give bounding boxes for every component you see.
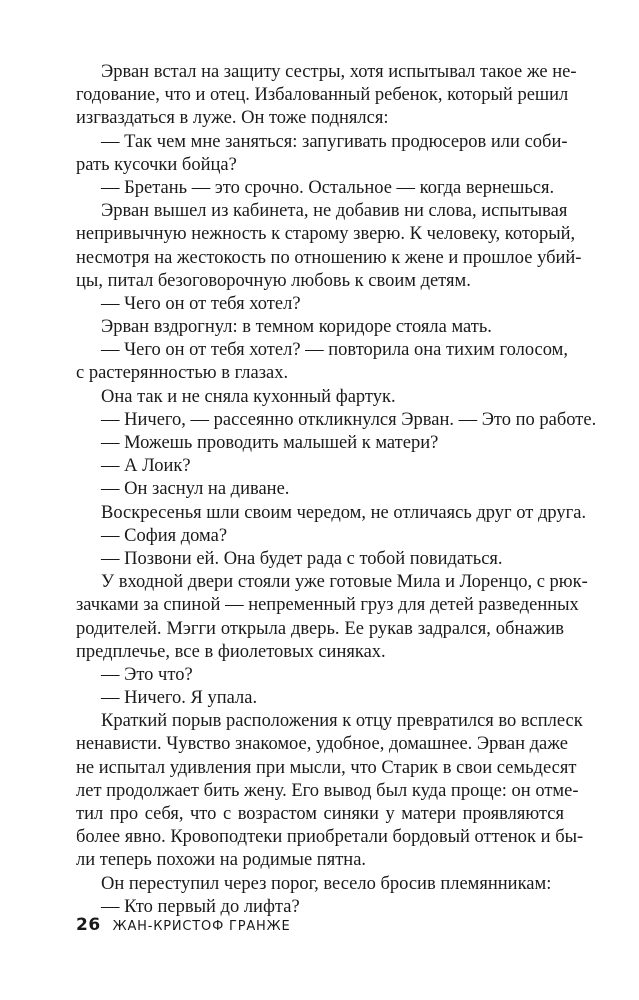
body-text [76,61,597,919]
text-line: — София дома? [101,525,228,546]
text-line: ли теперь похожи на родимые пятна. [76,850,367,871]
text-line: — Ничего, — рассеянно откликнулся Эрван. — Это по работе. [101,409,597,430]
text-line: — Так чем мне заняться: запугивать продюсеров или соби- [101,131,568,152]
text-line: зачками за спиной — непременный груз для детей разведенных [76,595,579,616]
text-line: — Это что? [101,664,193,685]
text-line: Краткий порыв расположения к отцу превратился во всплеск [101,711,583,732]
text-line: несмотря на жестокость по отношению к жене и прошлое убий- [76,247,582,268]
text-line: — Бретань — это срочно. Остальное — когда вернешься. [101,177,555,198]
text-line: — Кто первый до лифта? [101,896,300,917]
text-line: Эрван вздрогнул: в темном коридоре стояла мать. [101,317,492,338]
text-line: — Чего он от тебя хотел? — повторила она тихим голосом, [101,340,568,361]
text-line: Эрван вышел из кабинета, не добавив ни слова, испытывая [101,201,568,222]
text-line: не испытал удивления при мысли, что Старик в свои семьдесят [76,757,577,778]
text-line: предплечье, все в фиолетовых синяках. [76,641,386,662]
page-footer [76,915,290,939]
text-line: У входной двери стояли уже готовые Мила и Лоренцо, с рюк- [101,572,588,593]
text-line: Она так и не сняла кухонный фартук. [101,386,396,407]
text-line: — Ничего. Я упала. [101,688,258,709]
text-line: — Позвони ей. Она будет рада с тобой повидаться. [101,548,503,569]
text-line: с растерянностью в глазах. [76,363,289,384]
page-number: 26 [76,915,101,935]
text-line: непривычную нежность к старому зверю. К человеку, который, [76,224,576,245]
text-line: изгваздаться в луже. Он тоже поднялся: [76,108,389,129]
text-line: — Можешь проводить малышей к матери? [101,433,439,453]
text-line: Воскресенья шли своим чередом, не отличаясь друг от друга. [101,502,587,523]
text-line: — Он заснул на диване. [101,479,290,500]
text-line: Он переступил через порог, весело бросив племянникам: [101,873,552,894]
text-line: годование, что и отец. Избалованный ребенок, который решил [76,85,569,106]
text-line: тил про себя, что с возрастом синяки у матери проявляются [76,804,564,824]
text-line: ненависти. Чувство знакомое, удобное, домашнее. Эрван даже [76,734,568,755]
running-head-author: ЖАН-КРИСТОФ ГРАНЖЕ [112,919,291,934]
text-line: родителей. Мэгги открыла дверь. Ее рукав задрался, обнажив [76,618,564,639]
text-line: — А Лоик? [101,456,191,477]
text-line: — Чего он от тебя хотел? [101,293,301,314]
text-line: лет продолжает бить жену. Его вывод был куда проще: он отме- [76,780,579,801]
text-line: рать кусочки бойца? [76,154,237,175]
text-line: Эрван встал на защиту сестры, хотя испытывал такое же не- [101,62,577,82]
text-line: более явно. Кровоподтеки приобретали бордовый оттенок и бы- [76,827,584,848]
text-line: цы, питал безоговорочную любовь к своим детям. [76,270,471,291]
